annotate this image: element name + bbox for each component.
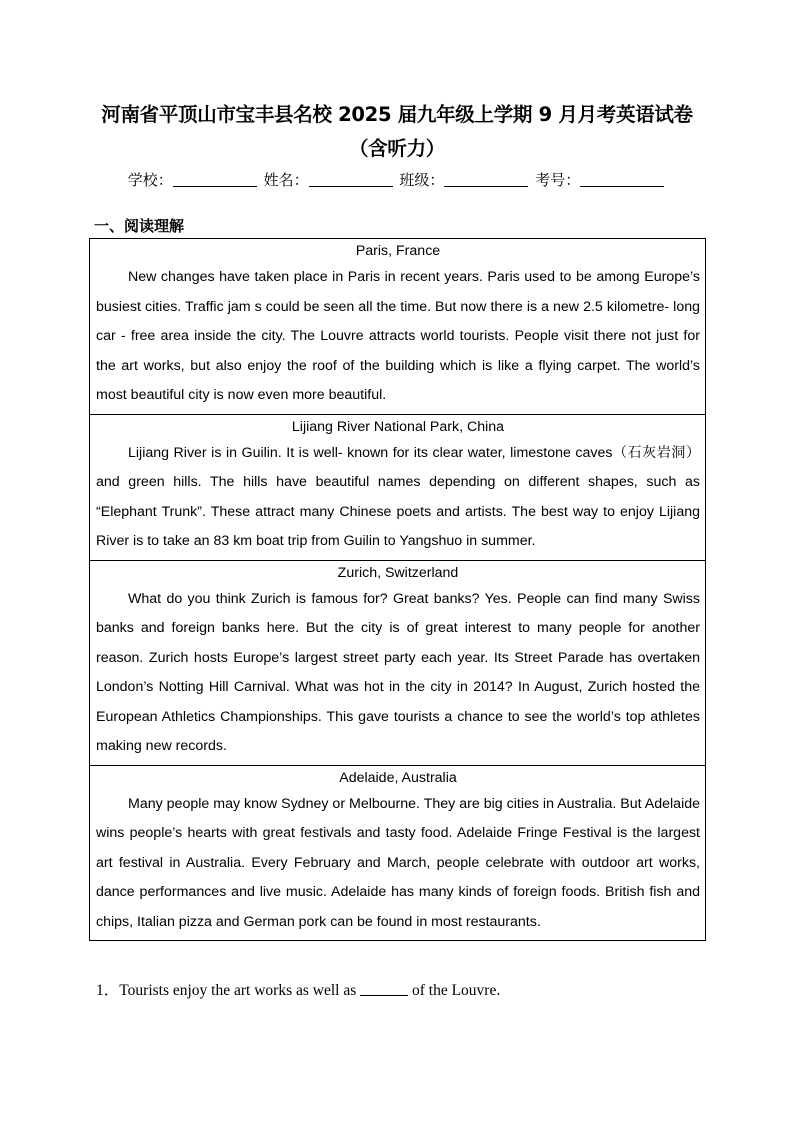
class-label: 班级： [399,171,445,189]
question-number: 1． [96,982,120,999]
question-text: Tourists enjoy the art works as well as [119,982,361,999]
question-text: of the Louvre. [408,982,501,999]
class-blank[interactable] [444,172,528,187]
passage-row [90,414,706,560]
passage-text-part: Lijiang River is in Guilin. It is well- known for its clear water, limestone caves [128,444,613,461]
student-info-line [90,168,704,192]
school-label: 学校： [127,171,173,189]
passage-title: Lijiang River National Park, China [291,418,505,435]
answer-blank[interactable] [360,982,408,996]
passage-title: Adelaide, Australia [339,769,457,786]
number-blank[interactable] [580,172,664,187]
number-label: 考号： [535,171,581,189]
school-blank[interactable] [173,172,257,187]
section-heading: 一、阅读理解 [94,217,185,235]
chinese-gloss: （石灰岩洞） [612,444,700,461]
passage-cell-paris [90,239,706,415]
title-line-2: （含听力） [348,137,445,160]
passage-cell-zurich [90,560,706,765]
question-1 [96,981,500,1001]
passage-text-part: and green hills. The hills have beautiful names depending on different shapes, such as “Elephant Trunk”. These attract many Chinese poets and artists. The best way to enjoy Lijiang River is to take an 83 km boat trip from Guilin to Yangshuo in summer. [96,474,700,549]
passage-row [90,560,706,765]
passage-title: Paris, France [355,243,441,259]
passage-title: Zurich, Switzerland [337,564,459,581]
passage-text [96,439,700,557]
passage-text: What do you think Zurich is famous for? Great banks? Yes. People can find many Swiss banks and foreign banks here. But the city is of great interest to many people for another reason. Zurich hosts Europe’s largest street party each year. Its Street Parade has overtaken London’s Notting Hill Carnival. What was hot in the city in 2014? In August, Zurich hosted the European Athletics Championships. This gave tourists a chance to see the world’s top athletes making new records. [96,590,700,754]
passage-row [90,239,706,415]
passage-cell-lijiang [90,414,706,560]
exam-title [90,98,704,166]
passage-cell-adelaide [90,765,706,941]
passage-row [90,765,706,941]
passage-text: Many people may know Sydney or Melbourne. They are big cities in Australia. But Adelaide wins people’s hearts with great festivals and tasty food. Adelaide Fringe Festival is the largest art festival in Australia. Every February and March, people celebrate with outdoor art works, dance performances and live music. Adelaide has many kinds of foreign foods. British fish and chips, Italian pizza and German pork can be found in most restaurants. [96,795,700,930]
name-blank[interactable] [309,172,393,187]
name-label: 姓名： [263,171,309,189]
reading-table [89,238,706,941]
title-line-1: 河南省平顶山市宝丰县名校 2025 届九年级上学期 9 月月考英语试卷 [101,103,693,126]
passage-text: New changes have taken place in Paris in recent years. Paris used to be among Europe’s busiest cities. Traffic jam s could be seen all the time. But now there is a new 2.5 kilometre- long car - free area inside the city. The Louvre attracts world tourists. People visit there not just for the art works, but also enjoy the roof of the building which is like a flying carpet. The world’s most beautiful city is now even more beautiful. [96,269,700,403]
